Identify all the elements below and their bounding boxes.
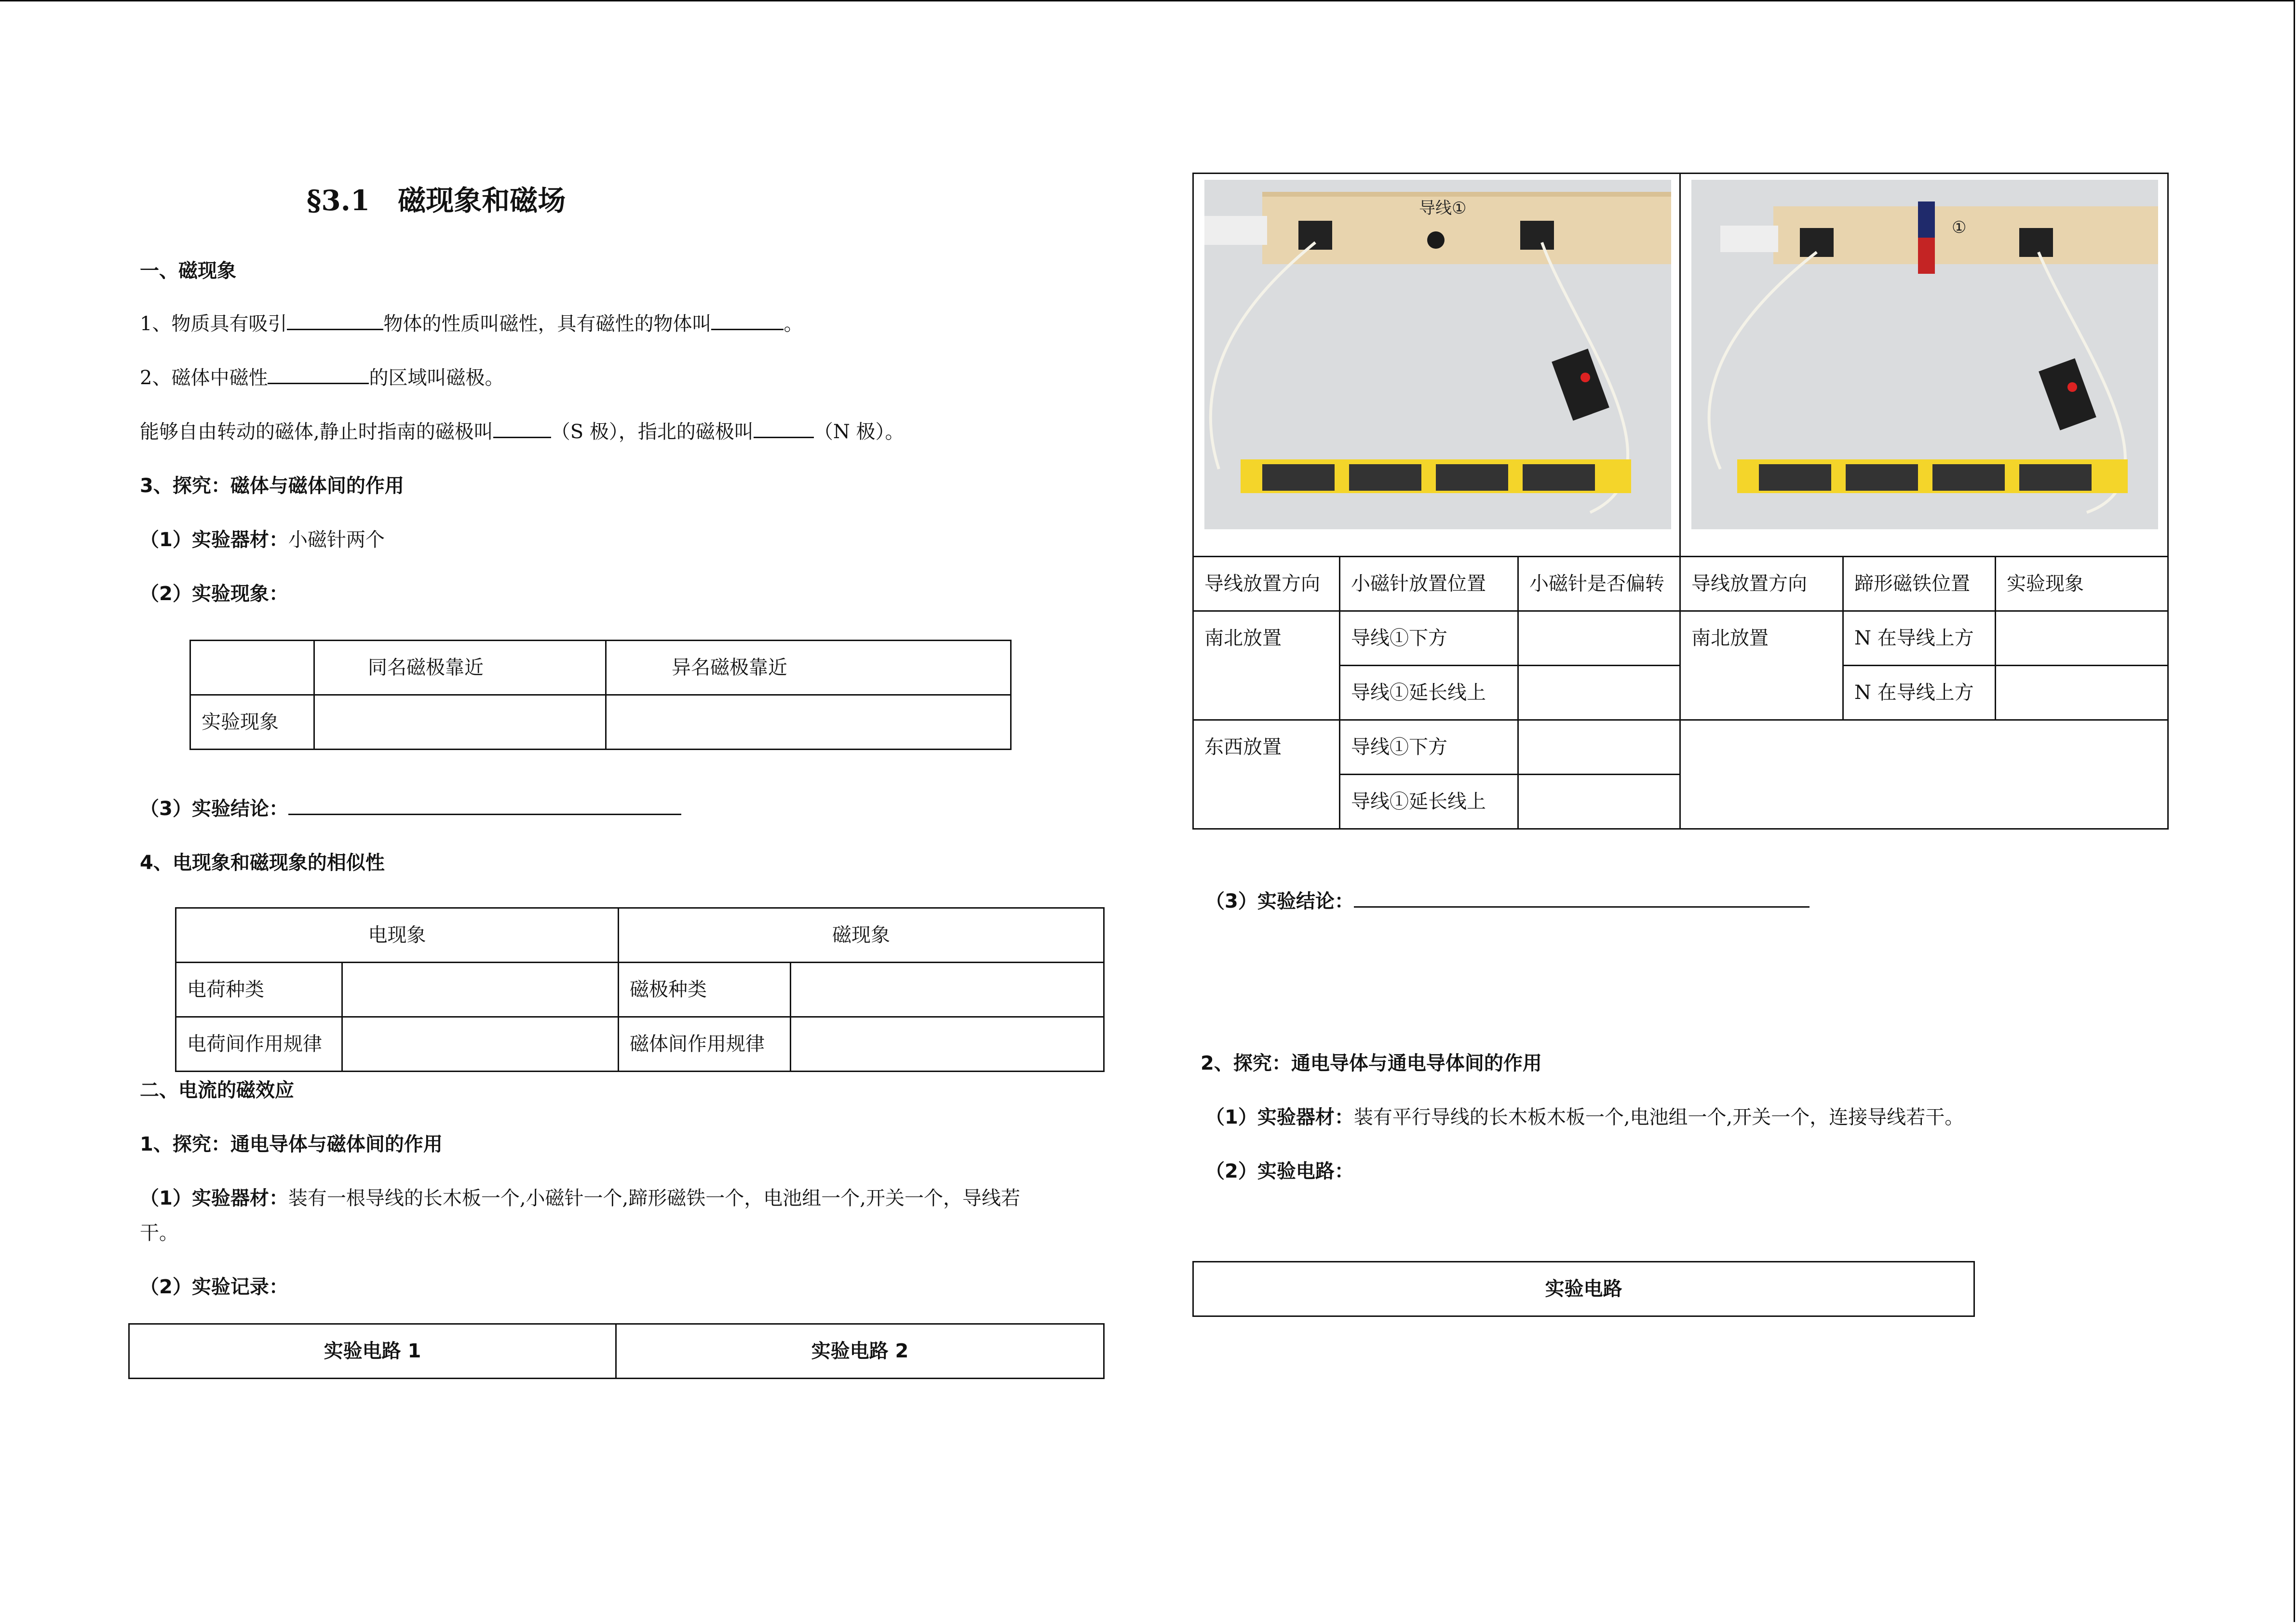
answer-cell[interactable]: [606, 695, 1011, 750]
question-1-part-c: 。: [783, 313, 803, 335]
right-q2-materials: [1205, 1105, 1964, 1130]
header-phenomenon: 实验现象: [1996, 557, 2168, 611]
answer-blank[interactable]: [268, 365, 369, 384]
experiment-photo-magnet: [1691, 180, 2158, 529]
cell-below-wire: 导线①下方: [1340, 720, 1518, 775]
header-wire-direction: 导线放置方向: [1193, 557, 1340, 611]
answer-cell[interactable]: [1518, 611, 1680, 666]
page-title: §3.1 磁现象和磁场: [307, 184, 566, 217]
answer-cell[interactable]: [342, 1017, 619, 1072]
answer-cell[interactable]: [342, 963, 619, 1017]
question-3-materials: [140, 527, 385, 552]
header-circuit-1: 实验电路 1: [129, 1324, 616, 1379]
answer-cell[interactable]: [1518, 775, 1680, 829]
answer-cell[interactable]: [1518, 666, 1680, 720]
cell-north-south-2: 南北放置: [1680, 611, 1843, 720]
photo-cell-2: [1680, 174, 2168, 557]
conclusion-label: （3）实验结论：: [140, 798, 288, 820]
header-like-poles: 同名磁极靠近: [314, 641, 606, 695]
section-2-heading: 二、电流的磁效应: [140, 1079, 294, 1101]
section-2-q1-heading: 1、探究：通电导体与磁体间的作用: [140, 1133, 443, 1155]
question-2-poles: [140, 419, 905, 444]
section-2-materials: [140, 1186, 1020, 1211]
answer-blank[interactable]: [1354, 889, 1810, 908]
similarity-table: [175, 907, 1105, 1072]
pole-interaction-table: [189, 640, 1012, 750]
header-electric: 电现象: [176, 908, 619, 963]
question-2-poles-b: （S 极），指北的磁极叫: [551, 421, 754, 443]
section-1-heading: 一、磁现象: [140, 260, 236, 282]
photo-handwriting: 导线①: [1419, 199, 1467, 218]
right-conclusion: [1205, 889, 1810, 914]
question-4-heading: 4、电现象和磁现象的相似性: [140, 852, 385, 874]
cell-n-above-wire: N 在导线上方: [1843, 666, 1996, 720]
section-2-materials-cont: 干。: [140, 1222, 178, 1244]
question-3-phenomenon: （2）实验现象：: [140, 583, 288, 605]
answer-cell[interactable]: [791, 1017, 1104, 1072]
materials-label: （1）实验器材：: [140, 1187, 288, 1209]
row-pole-types: 磁极种类: [619, 963, 791, 1017]
right-q2-circuit: （2）实验电路：: [1205, 1160, 1354, 1182]
materials-value: 装有平行导线的长木板木板一个,电池组一个,开关一个，连接导线若干。: [1353, 1106, 1964, 1128]
materials-value: 装有一根导线的长木板一个,小磁针一个,蹄形磁铁一个，电池组一个,开关一个，导线若: [288, 1187, 1020, 1209]
question-2-part-b: 的区域叫磁极。: [369, 367, 504, 389]
photo-cell-1: [1193, 174, 1680, 557]
row-charge-law: 电荷间作用规律: [176, 1017, 342, 1072]
row-magnet-law: 磁体间作用规律: [619, 1017, 791, 1072]
materials-label: （1）实验器材：: [140, 529, 288, 551]
cell-north-south: 南北放置: [1193, 611, 1340, 720]
answer-blank[interactable]: [493, 419, 551, 438]
experiment-photo-compass: [1204, 180, 1671, 529]
empty-cell: [1680, 720, 2168, 829]
header-magnetic: 磁现象: [619, 908, 1104, 963]
question-1: [140, 311, 803, 336]
section-2-record: （2）实验记录：: [140, 1276, 288, 1298]
photo-handwriting: ①: [1952, 218, 1967, 237]
header-compass-position: 小磁针放置位置: [1340, 557, 1518, 611]
header-wire-direction-2: 导线放置方向: [1680, 557, 1843, 611]
answer-cell[interactable]: [791, 963, 1104, 1017]
question-2-poles-a: 能够自由转动的磁体,静止时指南的磁极叫: [140, 421, 493, 443]
header-magnet-position: 蹄形磁铁位置: [1843, 557, 1996, 611]
answer-blank[interactable]: [287, 311, 383, 330]
circuit-table: [1192, 1261, 1975, 1317]
header-compass-deflect: 小磁针是否偏转: [1518, 557, 1680, 611]
question-3-conclusion: [140, 796, 681, 821]
answer-cell[interactable]: [1518, 720, 1680, 775]
row-label-phenomenon: 实验现象: [190, 695, 314, 750]
cell-east-west: 东西放置: [1193, 720, 1340, 829]
conclusion-label: （3）实验结论：: [1205, 890, 1354, 912]
question-2: [140, 365, 504, 390]
answer-blank[interactable]: [754, 419, 814, 438]
current-magnet-table: [1192, 173, 2169, 830]
header-circuit-2: 实验电路 2: [616, 1324, 1104, 1379]
question-2-part-a: 2、磁体中磁性: [140, 367, 268, 389]
answer-blank[interactable]: [288, 796, 681, 815]
row-charge-types: 电荷种类: [176, 963, 342, 1017]
question-1-part-a: 1、物质具有吸引: [140, 313, 287, 335]
cell-wire-extension: 导线①延长线上: [1340, 775, 1518, 829]
circuit-record-table: [128, 1323, 1105, 1379]
header-unlike-poles: 异名磁极靠近: [606, 641, 1011, 695]
cell-n-above-wire: N 在导线上方: [1843, 611, 1996, 666]
answer-cell[interactable]: [1996, 666, 2168, 720]
cell-below-wire: 导线①下方: [1340, 611, 1518, 666]
answer-blank[interactable]: [711, 311, 783, 330]
question-2-poles-c: （N 极）。: [813, 421, 905, 443]
answer-cell[interactable]: [314, 695, 606, 750]
answer-cell[interactable]: [1996, 611, 2168, 666]
header-circuit: 实验电路: [1193, 1262, 1974, 1316]
materials-value: 小磁针两个: [288, 529, 385, 551]
materials-label: （1）实验器材：: [1205, 1106, 1354, 1128]
right-q2-heading: 2、探究：通电导体与通电导体间的作用: [1201, 1052, 1542, 1074]
question-3-heading: 3、探究：磁体与磁体间的作用: [140, 475, 404, 497]
table-cell-empty: [190, 641, 314, 695]
cell-wire-extension: 导线①延长线上: [1340, 666, 1518, 720]
question-1-part-b: 物体的性质叫磁性，具有磁性的物体叫: [383, 313, 712, 335]
